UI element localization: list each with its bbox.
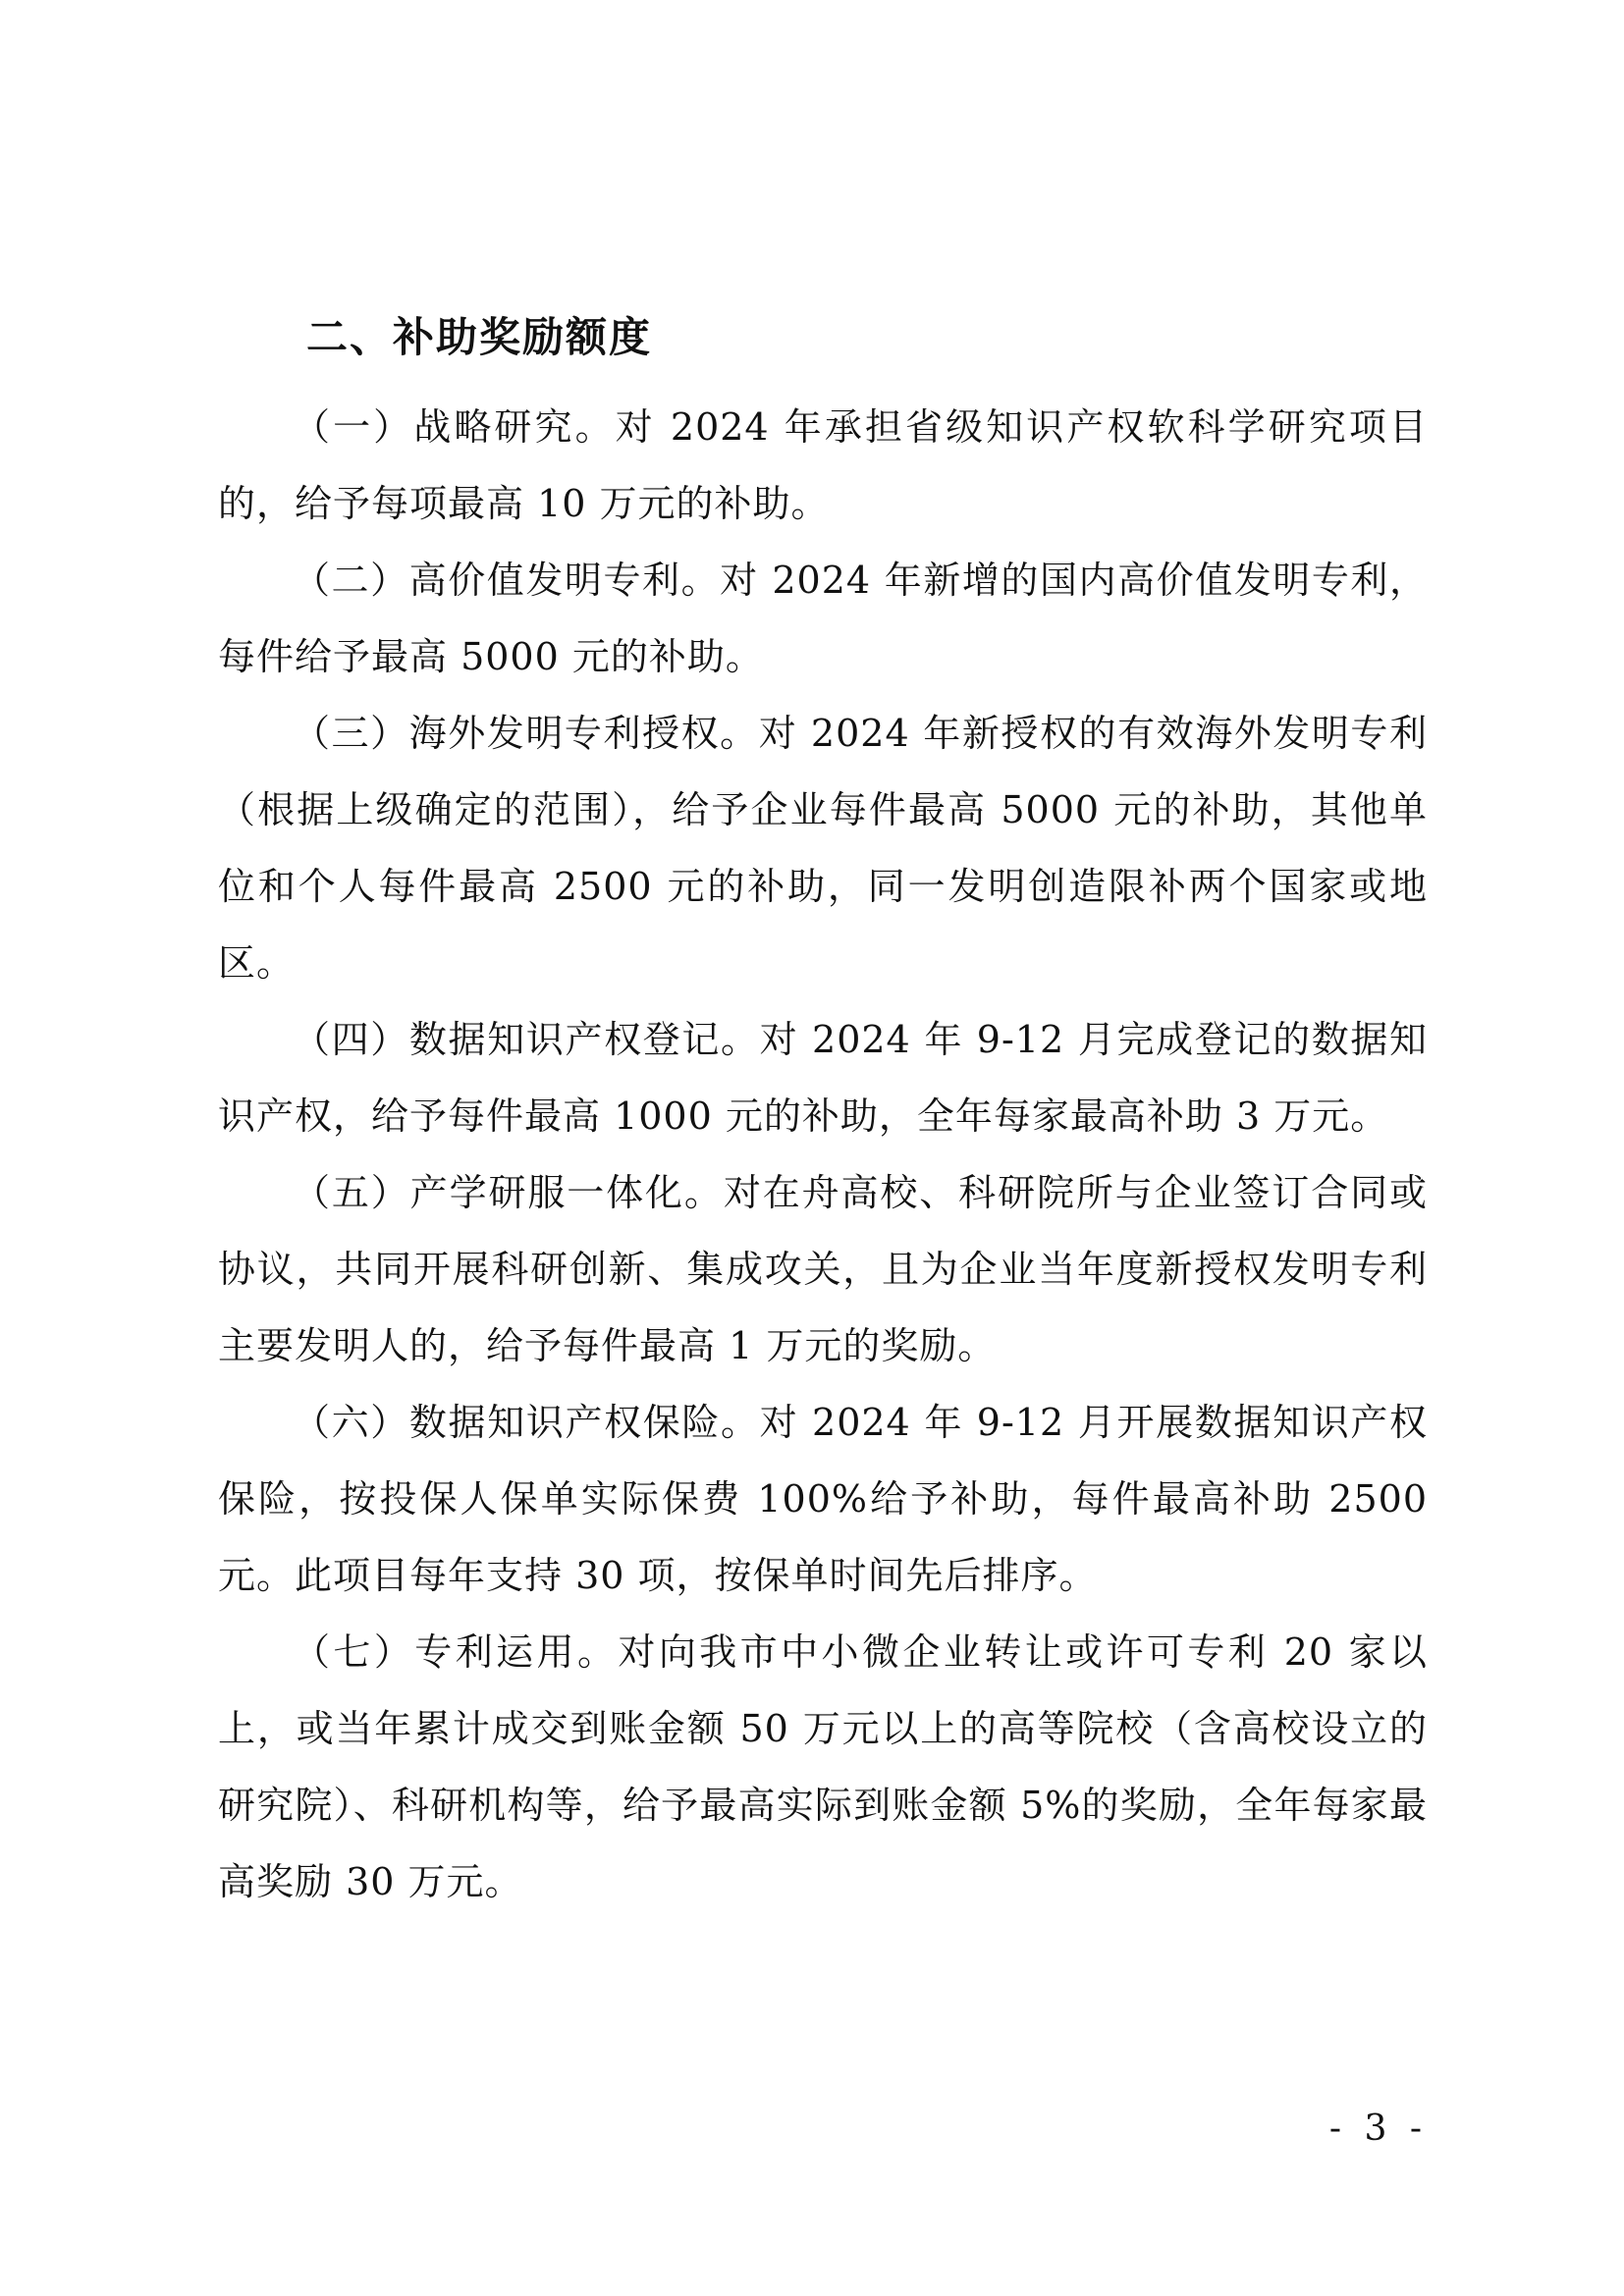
paragraph-strategy-research: （一）战略研究。对 2024 年承担省级知识产权软科学研究项目的，给予每项最高 10 万元的补助。 — [218, 405, 1428, 525]
page-number: - 3 - — [1328, 2109, 1428, 2149]
section-heading: 二、补助奖励额度 — [306, 313, 653, 361]
paragraph-overseas-patent: （三）海外发明专利授权。对 2024 年新授权的有效海外发明专利（根据上级确定的范围），给予企业每件最高 5000 元的补助，其他单位和个人每件最高 2500 元的补助，同一发明创造限补两个国家或地区。 — [218, 712, 1428, 985]
paragraph-data-ip-insurance: （六）数据知识产权保险。对 2024 年 9-12 月开展数据知识产权保险，按投保人保单实际保费 100%给予补助，每件最高补助 2500 元。此项目每年支持 30 项，按保单时间先后排序。 — [218, 1401, 1428, 1597]
paragraph-industry-research-integration: （五）产学研服一体化。对在舟高校、科研院所与企业签订合同或协议，共同开展科研创新、集成攻关，且为企业当年度新授权发明专利主要发明人的，给予每件最高 1 万元的奖励。 — [218, 1171, 1428, 1367]
document-body — [218, 312, 1428, 1920]
paragraph-patent-application: （七）专利运用。对向我市中小微企业转让或许可专利 20 家以上，或当年累计成交到账金额 50 万元以上的高等院校（含高校设立的研究院）、科研机构等，给予最高实际到账金额 5%的奖励，全年每家最高奖励 30 万元。 — [218, 1630, 1428, 1903]
paragraph-high-value-patent: （二）高价值发明专利。对 2024 年新增的国内高价值发明专利，每件给予最高 5000 元的补助。 — [218, 559, 1428, 678]
paragraph-data-ip-registration: （四）数据知识产权登记。对 2024 年 9-12 月完成登记的数据知识产权，给予每件最高 1000 元的补助，全年每家最高补助 3 万元。 — [218, 1018, 1428, 1138]
